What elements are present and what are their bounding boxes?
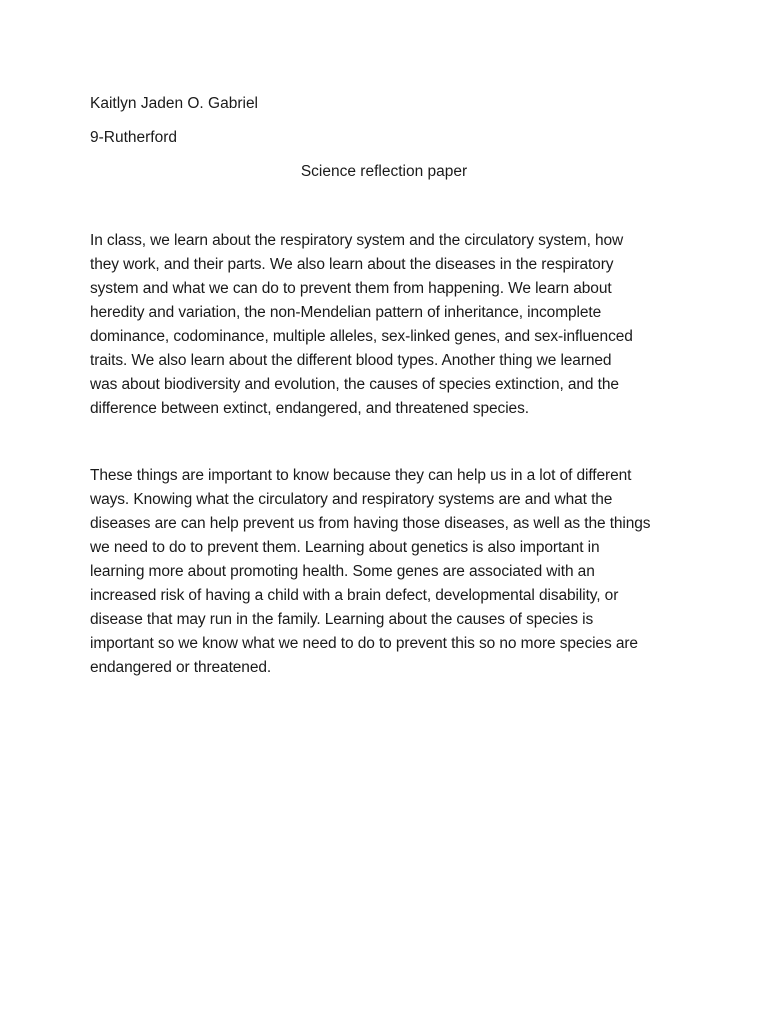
paragraph-line: endangered or threatened. <box>90 659 272 676</box>
paragraph-line: In class, we learn about the respiratory system and the circulatory system, how <box>90 232 624 249</box>
paragraph-line: disease that may run in the family. Learning about the causes of species is <box>90 611 594 628</box>
paragraph-2 <box>90 464 680 680</box>
paragraph-line: was about biodiversity and evolution, the causes of species extinction, and the <box>90 376 619 393</box>
class-section: 9-Rutherford <box>90 129 178 146</box>
paragraph-line: These things are important to know because they can help us in a lot of different <box>90 467 632 484</box>
paragraph-line: increased risk of having a child with a brain defect, developmental disability, or <box>90 587 619 604</box>
paragraph-line: learning more about promoting health. Some genes are associated with an <box>90 563 595 580</box>
paragraph-line: traits. We also learn about the different blood types. Another thing we learned <box>90 352 612 369</box>
paragraph-line: they work, and their parts. We also learn about the diseases in the respiratory <box>90 256 614 273</box>
author-name: Kaitlyn Jaden O. Gabriel <box>90 95 259 112</box>
paragraph-line: heredity and variation, the non-Mendelian pattern of inheritance, incomplete <box>90 304 602 321</box>
paragraph-line: system and what we can do to prevent them from happening. We learn about <box>90 280 612 297</box>
paragraph-line: difference between extinct, endangered, and threatened species. <box>90 400 529 417</box>
paragraph-1 <box>90 229 680 421</box>
paragraph-line: ways. Knowing what the circulatory and respiratory systems are and what the <box>90 491 613 508</box>
page-title: Science reflection paper <box>300 163 468 180</box>
paragraph-line: diseases are can help prevent us from having those diseases, as well as the things <box>90 515 651 532</box>
paragraph-line: we need to do to prevent them. Learning about genetics is also important in <box>90 539 600 556</box>
paragraph-line: dominance, codominance, multiple alleles, sex-linked genes, and sex-influenced <box>90 328 633 345</box>
paragraph-line: important so we know what we need to do to prevent this so no more species are <box>90 635 638 652</box>
